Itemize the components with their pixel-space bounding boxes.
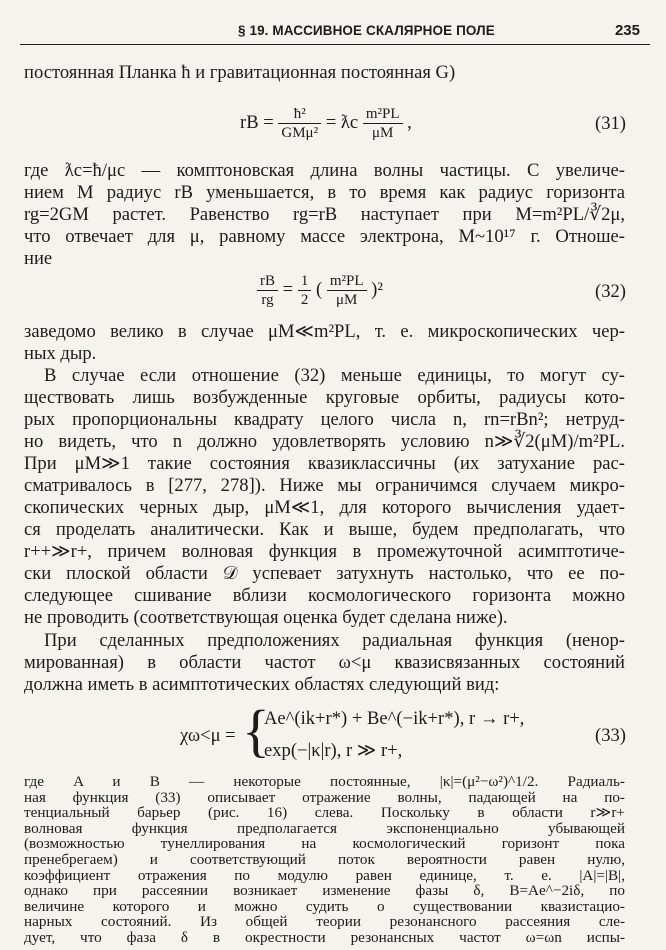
text-line-9: В случае если отношение (32) меньше единицы, то могут су- [44, 365, 625, 386]
eq31-fraction-1 [278, 105, 321, 142]
eq33-brace: { [242, 698, 270, 763]
text-line-6: ние [24, 248, 53, 269]
eq33-row-2: exp(−|κ|r), r ≫ r+, [264, 740, 403, 761]
text-line-19: следующее сшивание вблизи космологического горизонта можно [24, 585, 625, 606]
text-line-23: должна иметь в асимптотических областях следующий вид: [24, 674, 500, 695]
equation-31 [240, 105, 412, 142]
text-line-32: величине которого и можно судить о существовании квазистацио- [24, 897, 625, 915]
text-line-8: ных дыр. [24, 343, 97, 364]
text-line-22: мированная) в области частот ω<μ квазисвязанных состояний [24, 652, 625, 673]
eq32-f3-num: m²PL [329, 273, 364, 289]
text-line-16: ся проделать аналитически. Как и выше, будем предполагать, что [24, 519, 625, 540]
section-title: § 19. МАССИВНОЕ СКАЛЯРНОЕ ПОЛЕ [238, 23, 495, 38]
text-line-7: заведомо велико в случае μM≪m²PL, т. е. микроскопических чер- [24, 321, 625, 342]
text-line-24: где A и B — некоторые постоянные, |κ|=(μ²−ω²)^1/2. Радиаль- [24, 773, 625, 790]
eq31-f2-den: μM [363, 123, 403, 142]
text-line-30: коэффициент отражения по модулю равен единице, т. е. |A|=|B|, [24, 866, 625, 884]
text-line-34: дует, что фаза δ в окрестности резонансных частот ω=ωn испы- [24, 929, 625, 946]
eq32-close-paren: )² [371, 278, 383, 300]
eq31-f2-num: m²PL [365, 106, 400, 122]
header-rule [20, 44, 650, 45]
page-number: 235 [614, 22, 640, 39]
eq32-fraction-3 [327, 272, 367, 309]
equation-number-31: (31) [595, 113, 626, 134]
eq31-f1-num: ħ² [293, 106, 306, 122]
eq32-fraction-1 [257, 272, 278, 309]
text-line-33: нарных состояний. Из общей теории резонансного рассеяния сле- [24, 913, 625, 931]
text-line-14: сматривалось в [277, 278]). Ниже мы ограничимся случаем микро- [24, 475, 625, 496]
eq32-open-paren: ( [315, 278, 323, 300]
eq32-fraction-2 [298, 272, 312, 309]
text-line-15: скопических черных дыр, μM≪1, для которого вычисления удает- [24, 497, 625, 518]
eq32-f2-num: 1 [300, 273, 309, 289]
eq31-lhs: rB = [240, 111, 274, 133]
text-line-25: ная функция (33) описывает отражение волны, падающей на по- [24, 788, 625, 806]
eq33-lhs: χω<μ = [180, 725, 236, 746]
eq31-fraction-2 [363, 105, 403, 142]
text-line-18: ски плоской области 𝒟 успевает затухнуть настолько, что ее по- [24, 563, 625, 584]
text-line-29: пренебрегаем) и соответствующий поток вероятности равен нулю, [24, 851, 625, 868]
text-line-10: ществовать лишь возбужденные круговые орбиты, радиусы кото- [24, 387, 625, 408]
equation-number-33: (33) [595, 725, 626, 746]
text-line-4: rg=2GM растет. Равенство rg=rB наступает при M=m²PL/∛2μ, [24, 204, 625, 225]
text-line-20: не проводить (соответствующая оценка будет сделана ниже). [24, 607, 508, 628]
text-line-3: нием M радиус rB уменьшается, в то время как радиус горизонта [24, 182, 625, 203]
text-line-17: r++≫r+, причем волновая функция в промежуточной асимптотиче- [24, 541, 625, 562]
eq31-f1-den: GMμ² [278, 123, 321, 142]
text-line-13: При μM≫1 такие состояния квазиклассичны (их затухание рас- [24, 453, 625, 474]
eq33-row-1: Ae^(ik+r*) + Be^(−ik+r*), r → r+, [264, 708, 525, 729]
text-line-31: однако при рассеянии возникает изменение фазы δ, B=Ae^−2iδ, по [24, 882, 625, 900]
eq32-f3-den: μM [327, 290, 367, 309]
text-line-1: постоянная Планка ħ и гравитационная постоянная G) [24, 62, 456, 83]
text-line-2: где ƛc=ħ/μc — комптоновская длина волны частицы. С увеличе- [24, 160, 625, 181]
eq31-mid: = ƛc [325, 111, 359, 133]
text-line-28: (возможностью тунеллирования на космологический горизонт пока [24, 835, 625, 853]
running-header [20, 20, 652, 44]
eq32-equals: = [282, 278, 294, 300]
text-line-11: рых пропорциональны квадрату целого числа n, rn=rBn²; нетруд- [24, 409, 625, 430]
equation-32 [257, 272, 383, 309]
eq32-f2-den: 2 [298, 290, 312, 309]
text-line-26: тенциальный барьер (рис. 16) слева. Поскольку в области r≫r+ [24, 804, 625, 822]
equation-number-32: (32) [595, 281, 626, 302]
text-line-27: волновая функция предполагается экспоненциально убывающей [24, 819, 625, 837]
eq32-f1-num: rB [260, 273, 275, 289]
text-line-12: но видеть, что n должно удовлетворять условию n≫∛2(μM)/m²PL. [24, 431, 625, 452]
text-line-21: При сделанных предположениях радиальная функция (ненор- [44, 630, 625, 651]
eq32-f1-den: rg [257, 290, 278, 309]
eq31-tail: , [407, 111, 412, 133]
text-line-5: что отвечает для μ, равному массе электрона, M~10¹⁷ г. Отноше- [24, 226, 625, 247]
